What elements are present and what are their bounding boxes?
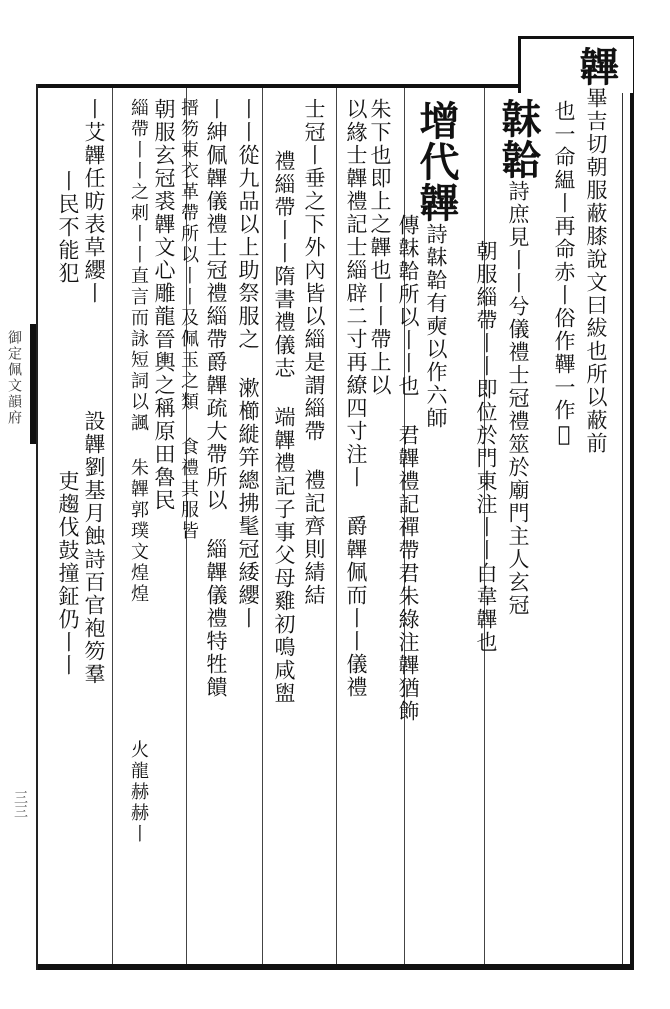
- text-column-4: [470, 240, 502, 654]
- column-text: 朝服緇帶丨丨即位於門東注丨丨白韋韠也: [474, 240, 498, 654]
- column-text: 從九品以上助祭服之 漱櫛縰笄總拂髦冠緌纓丨: [236, 144, 260, 630]
- column-text: 劉基月蝕詩百官袍笏羣: [82, 456, 106, 686]
- column-text: 丨垂之下外內皆以緇是謂緇帶 禮記齊則綪結: [302, 144, 326, 607]
- headword: 朱下: [368, 98, 392, 144]
- column-text: 禮緇帶丨丨隋書禮儀志 端韠禮記子事父母雞初鳴咸盥: [272, 150, 296, 705]
- column-text: 艾韠任昉表草纓丨: [82, 121, 106, 305]
- column-text: 也即上之韠也丨丨帶上以: [368, 144, 392, 397]
- headword: 韠: [573, 46, 620, 87]
- text-column-8: [340, 98, 372, 699]
- column-text: 畢吉切朝服蔽膝說文曰紱也所以蔽前: [584, 87, 608, 455]
- column-rule: [112, 88, 113, 964]
- text-column-18: [52, 170, 84, 285]
- column-text: 士韠禮記士緇辟二寸再繚四寸注丨 爵韠佩而丨丨儀禮: [344, 144, 368, 699]
- column-text: 詩韎韐有奭以作六師: [424, 223, 448, 430]
- headword: 丨: [82, 98, 106, 121]
- text-column-11: [232, 98, 264, 630]
- frame-inner-right: [622, 88, 623, 964]
- text-column-6: [392, 214, 424, 723]
- column-text: 也一命緼丨再命赤丨俗作鞸一作𩏏: [552, 100, 576, 448]
- headword: 士冠: [302, 98, 326, 144]
- column-text: 之刺丨丨直言而詠短詞以諷 朱韠郭璞文煌煌: [128, 182, 149, 605]
- column-text: 吏趨伐鼓撞鉦仍丨丨: [56, 470, 80, 677]
- frame-right: [630, 36, 634, 970]
- column-text: 丨民不能犯: [56, 170, 80, 285]
- column-rule: [336, 88, 337, 964]
- frame-bottom: [36, 964, 632, 970]
- margin-tab: 御定佩文韻府: [6, 330, 22, 426]
- headword: 設韠: [82, 410, 106, 456]
- headword: 韎韐: [495, 98, 542, 180]
- column-text: 佩韠儀禮士冠禮緇帶爵韠疏大帶所以 緇韠儀禮特牲饋: [204, 144, 228, 699]
- column-text: 傳韎韐所以丨丨也 君韠禮記禪帶君朱綠注韠猶飾: [396, 214, 420, 723]
- text-column-2: [548, 100, 580, 448]
- text-column-3: [495, 98, 542, 617]
- text-column-16: [122, 740, 154, 845]
- column-text: 裘韠文心雕龍晉輿之稱原田魯民: [152, 190, 176, 512]
- text-column-10: [268, 150, 300, 705]
- frame-left: [36, 84, 38, 970]
- column-text: 火龍赫赫丨: [128, 740, 149, 845]
- headword: 朝服玄冠: [152, 98, 176, 190]
- page-number: 三三: [12, 790, 28, 818]
- headword: 丨丨: [236, 98, 260, 144]
- column-text: 詩庶見丨丨兮儀禮士冠禮筮於廟門主人玄冠: [506, 180, 530, 617]
- headword: 以緣: [344, 98, 368, 144]
- text-column-5: [413, 100, 460, 430]
- text-column-15: [122, 98, 154, 605]
- text-column-20: [52, 470, 84, 677]
- headword: 增代韠: [413, 100, 460, 223]
- headword: 搢笏: [178, 98, 199, 140]
- column-text: 束衣革帶所以丨丨及佩玉之類 食禮其服皆: [178, 140, 199, 542]
- headword: 丨紳: [204, 98, 228, 144]
- headword: 緇帶丨丨: [128, 98, 149, 182]
- text-column-9: [298, 98, 330, 607]
- text-column-12: [200, 98, 232, 699]
- text-column-1: [573, 46, 620, 455]
